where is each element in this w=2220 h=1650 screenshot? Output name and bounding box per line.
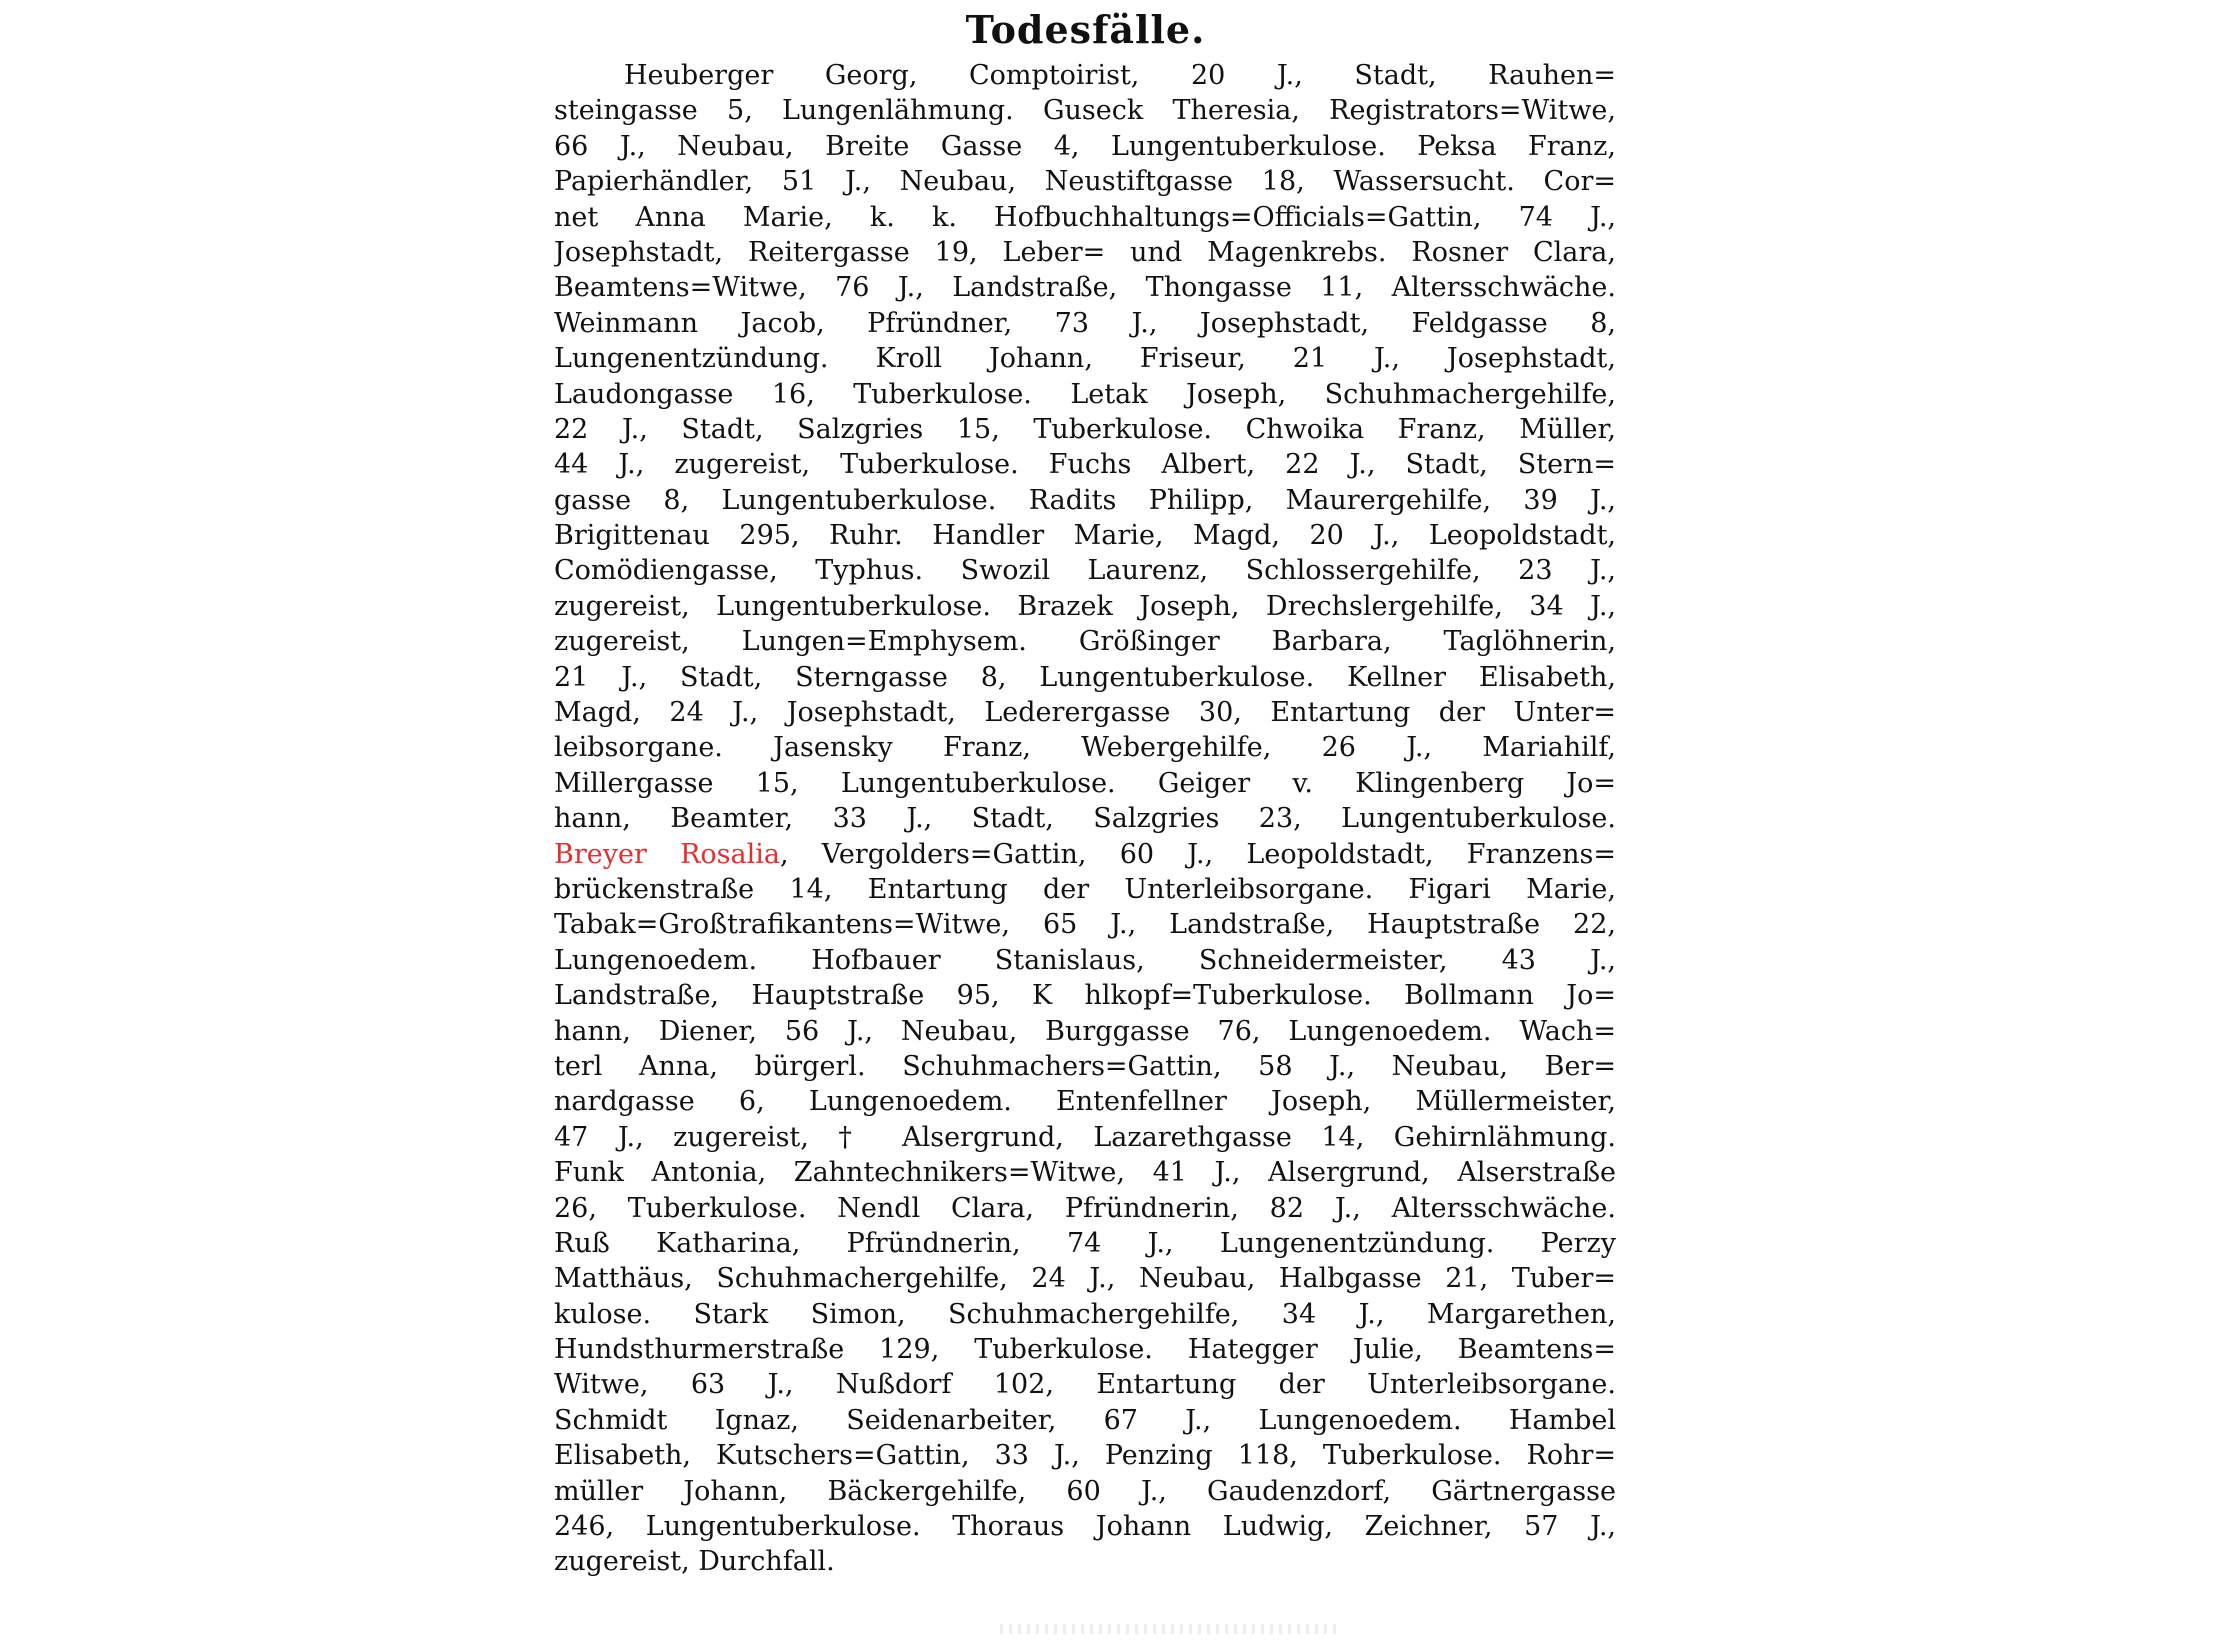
text-line [554,1049,1616,1084]
text-line [554,200,1616,235]
text-line [554,129,1616,164]
text-segment: hann, Beamter, 33 J., Stadt, Salzgries 23, Lungentuberkulose. [554,803,1616,835]
text-line [554,589,1616,624]
text-segment: Matthäus, Schuhmachergehilfe, 24 J., Neubau, Halbgasse 21, Tuber= [554,1263,1616,1295]
text-line [554,447,1616,482]
text-segment: 66 J., Neubau, Breite Gasse 4, Lungentuberkulose. Peksa Franz, [554,130,1616,162]
text-line [554,1297,1616,1332]
text-segment: Beamtens=Witwe, 76 J., Landstraße, Thongasse 11, Altersschwäche. [554,272,1616,304]
text-segment: hann, Diener, 56 J., Neubau, Burggasse 76, Lungenoedem. Wach= [554,1015,1616,1047]
text-segment: 44 J., zugereist, Tuberkulose. Fuchs Albert, 22 J., Stadt, Stern= [554,449,1616,481]
text-line [554,93,1616,128]
text-segment: müller Johann, Bäckergehilfe, 60 J., Gaudenzdorf, Gärtnergasse [554,1475,1616,1507]
text-line [554,1509,1616,1544]
text-segment: terl Anna, bürgerl. Schuhmachers=Gattin, 58 J., Neubau, Ber= [554,1050,1616,1082]
text-line [554,1084,1616,1119]
text-segment: Lungenentzündung. Kroll Johann, Friseur, 21 J., Josephstadt, [554,343,1616,375]
text-segment: Weinmann Jacob, Pfründner, 73 J., Josephstadt, Feldgasse 8, [554,307,1616,339]
text-line [554,1474,1616,1509]
text-segment: 246, Lungentuberkulose. Thoraus Johann Ludwig, Zeichner, 57 J., [554,1511,1616,1543]
text-line [554,164,1616,199]
text-segment: Josephstadt, Reitergasse 19, Leber= und Magenkrebs. Rosner Clara, [554,236,1616,268]
text-segment: Tabak=Großtrafikantens=Witwe, 65 J., Landstraße, Hauptstraße 22, [554,909,1616,941]
text-segment: steingasse 5, Lungenlähmung. Guseck Theresia, Registrators=Witwe, [554,95,1616,127]
text-segment: Papierhändler, 51 J., Neubau, Neustiftgasse 18, Wassersucht. Cor= [554,166,1616,198]
text-segment: 22 J., Stadt, Salzgries 15, Tuberkulose. Chwoika Franz, Müller, [554,413,1616,445]
text-line [554,766,1616,801]
obituary-text-block [554,58,1616,1580]
text-line [554,872,1616,907]
text-segment: Lungenoedem. Hofbauer Stanislaus, Schneidermeister, 43 J., [554,944,1616,976]
text-line [554,58,1616,93]
text-line [554,341,1616,376]
text-line [554,483,1616,518]
text-segment: 21 J., Stadt, Sterngasse 8, Lungentuberkulose. Kellner Elisabeth, [554,661,1616,693]
text-segment: Hundsthurmerstraße 129, Tuberkulose. Hategger Julie, Beamtens= [554,1334,1616,1366]
text-line [554,553,1616,588]
text-line [554,1332,1616,1367]
text-segment: zugereist, Durchfall. [554,1546,835,1578]
print-artifact [1000,1624,1340,1634]
section-heading: Todesfälle. [965,7,1206,52]
text-line [554,412,1616,447]
text-segment: 47 J., zugereist, † Alsergrund, Lazarethgasse 14, Gehirnlähmung. [554,1121,1616,1153]
text-line [554,1544,1616,1579]
text-line [554,660,1616,695]
text-segment: Magd, 24 J., Josephstadt, Lederergasse 30, Entartung der Unter= [554,697,1616,729]
text-segment: Funk Antonia, Zahntechnikers=Witwe, 41 J., Alsergrund, Alserstraße [554,1157,1616,1189]
text-line [554,1191,1616,1226]
text-segment: Comödiengasse, Typhus. Swozil Laurenz, Schlossergehilfe, 23 J., [554,555,1616,587]
text-line [554,907,1616,942]
text-line [554,624,1616,659]
text-line [554,235,1616,270]
text-line [554,801,1616,836]
text-line [554,1438,1616,1473]
highlighted-name: Breyer Rosalia [554,838,780,870]
text-segment: Elisabeth, Kutschers=Gattin, 33 J., Penzing 118, Tuberkulose. Rohr= [554,1440,1616,1472]
text-line [554,1155,1616,1190]
text-segment: Brigittenau 295, Ruhr. Handler Marie, Magd, 20 J., Leopoldstadt, [554,520,1616,552]
text-line [554,837,1616,872]
text-segment: brückenstraße 14, Entartung der Unterleibsorgane. Figari Marie, [554,873,1616,905]
text-line [554,377,1616,412]
text-line [554,270,1616,305]
text-segment: Heuberger Georg, Comptoirist, 20 J., Stadt, Rauhen= [624,60,1616,91]
text-line [554,1261,1616,1296]
text-line [554,1367,1616,1402]
text-segment: Schmidt Ignaz, Seidenarbeiter, 67 J., Lungenoedem. Hambel [554,1404,1616,1436]
text-segment: leibsorgane. Jasensky Franz, Webergehilfe, 26 J., Mariahilf, [554,732,1616,764]
text-line [554,943,1616,978]
text-line [554,730,1616,765]
text-segment: Landstraße, Hauptstraße 95, K hlkopf=Tuberkulose. Bollmann Jo= [554,980,1616,1012]
text-line [554,518,1616,553]
text-segment: Millergasse 15, Lungentuberkulose. Geiger v. Klingenberg Jo= [554,767,1616,799]
text-segment: zugereist, Lungentuberkulose. Brazek Joseph, Drechslergehilfe, 34 J., [554,590,1616,622]
text-line [554,1226,1616,1261]
text-segment: net Anna Marie, k. k. Hofbuchhaltungs=Officials=Gattin, 74 J., [554,201,1616,233]
text-segment: Ruß Katharina, Pfründnerin, 74 J., Lungenentzündung. Perzy [554,1227,1616,1259]
text-segment: 26, Tuberkulose. Nendl Clara, Pfründnerin, 82 J., Altersschwäche. [554,1192,1616,1224]
text-line [554,695,1616,730]
text-segment: kulose. Stark Simon, Schuhmachergehilfe, 34 J., Margarethen, [554,1298,1616,1330]
text-line [554,1014,1616,1049]
text-line [554,1120,1616,1155]
text-line [554,1403,1616,1438]
text-line [554,306,1616,341]
newspaper-clipping [548,0,1623,1650]
text-segment: , Vergolders=Gattin, 60 J., Leopoldstadt, Franzens= [780,838,1616,870]
text-segment: gasse 8, Lungentuberkulose. Radits Philipp, Maurergehilfe, 39 J., [554,484,1616,516]
text-segment: Witwe, 63 J., Nußdorf 102, Entartung der Unterleibsorgane. [554,1369,1616,1401]
text-segment: zugereist, Lungen=Emphysem. Größinger Barbara, Taglöhnerin, [554,626,1616,658]
text-line [554,978,1616,1013]
text-segment: Laudongasse 16, Tuberkulose. Letak Joseph, Schuhmachergehilfe, [554,378,1616,410]
text-segment: nardgasse 6, Lungenoedem. Entenfellner Joseph, Müllermeister, [554,1086,1616,1118]
